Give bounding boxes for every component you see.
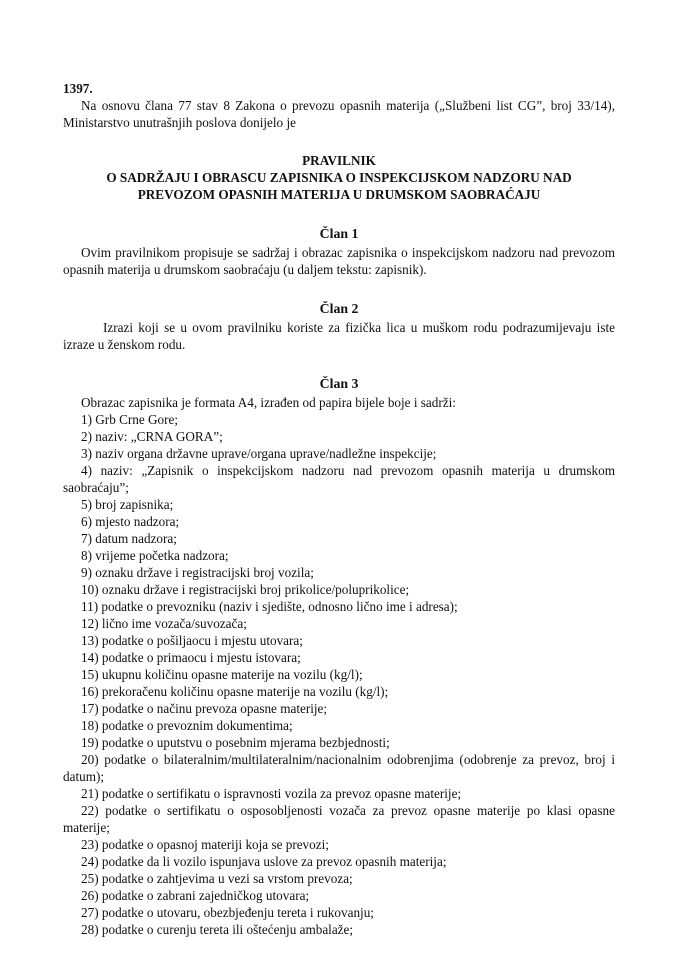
list-item: 6) mjesto nadzora; (81, 514, 180, 529)
title-line-3: PREVOZOM OPASNIH MATERIJA U DRUMSKOM SAOBRAĆAJU (137, 187, 541, 202)
list-item: 13) podatke o pošiljaocu i mjestu utovara; (81, 633, 303, 648)
list-item: 22) podatke o sertifikatu o osposobljenosti vozača za prevoz opasne materije po klasi opasne materije; (63, 803, 615, 835)
list-item: 24) podatke da li vozilo ispunjava uslove za prevoz opasnih materija; (81, 854, 447, 869)
list-item: 27) podatke o utovaru, obezbjeđenju tereta i rukovanju; (81, 905, 374, 920)
list-item: 12) lično ime vozača/suvozača; (81, 616, 247, 631)
list-item: 15) ukupnu količinu opasne materije na vozilu (kg/l); (81, 667, 363, 682)
list-item: 5) broj zapisnika; (81, 497, 174, 512)
list-item: 16) prekoračenu količinu opasne materije na vozilu (kg/l); (81, 684, 389, 699)
preamble: Na osnovu člana 77 stav 8 Zakona o prevozu opasnih materija („Službeni list CG”, broj 33/14), Ministarstvo unutrašnjih poslova donijelo je (63, 98, 615, 130)
list-item: 7) datum nadzora; (81, 531, 177, 546)
article-1-heading: Član 1 (319, 226, 359, 241)
list-item: 19) podatke o uputstvu o posebnim mjerama bezbjednosti; (81, 735, 390, 750)
document-content (63, 80, 615, 938)
title-line-1: PRAVILNIK (302, 153, 376, 168)
list-item: 28) podatke o curenju tereta ili oštećenju ambalaže; (81, 922, 354, 937)
list-item: 17) podatke o načinu prevoza opasne materije; (81, 701, 328, 716)
list-item: 4) naziv: „Zapisnik o inspekcijskom nadzoru nad prevozom opasnih materija u drumskom saobraćaju”; (63, 463, 615, 495)
list-item: 9) oznaku države i registracijski broj vozila; (81, 565, 314, 580)
list-item: 23) podatke o opasnoj materiji koja se prevozi; (81, 837, 329, 852)
article-3-text: Obrazac zapisnika je formata A4, izrađen od papira bijele boje i sadrži: (81, 395, 456, 410)
list-item: 10) oznaku države i registracijski broj prikolice/poluprikolice; (81, 582, 410, 597)
article-2-text: Izrazi koji se u ovom pravilniku koriste za fizička lica u muškom rodu podrazumijevaju iste izraze u ženskom rodu. (63, 320, 615, 352)
regulation-number: 1397. (63, 81, 93, 96)
list-item: 3) naziv organa državne uprave/organa uprave/nadležne inspekcije; (81, 446, 437, 461)
list-item: 14) podatke o primaocu i mjestu istovara; (81, 650, 301, 665)
list-item: 26) podatke o zabrani zajedničkog utovara; (81, 888, 310, 903)
list-item: 1) Grb Crne Gore; (81, 412, 179, 427)
list-item: 21) podatke o sertifikatu o ispravnosti vozila za prevoz opasne materije; (81, 786, 462, 801)
list-item: 11) podatke o prevozniku (naziv i sjedište, odnosno lično ime i adresa); (81, 599, 458, 614)
article-3-heading: Član 3 (319, 376, 359, 391)
document-title (63, 152, 615, 203)
article-2-heading: Član 2 (319, 301, 359, 316)
title-line-2: O SADRŽAJU I OBRASCU ZAPISNIKA O INSPEKCIJSKOM NADZORU NAD (106, 170, 572, 185)
content-list (63, 411, 615, 938)
list-item: 25) podatke o zahtjevima u vezi sa vrstom prevoza; (81, 871, 353, 886)
list-item: 18) podatke o prevoznim dokumentima; (81, 718, 293, 733)
list-item: 20) podatke o bilateralnim/multilateralnim/nacionalnim odobrenjima (odobrenje za prevoz, broj i datum); (63, 752, 615, 784)
list-item: 8) vrijeme početka nadzora; (81, 548, 229, 563)
list-item: 2) naziv: „CRNA GORA”; (81, 429, 223, 444)
article-1-text: Ovim pravilnikom propisuje se sadržaj i obrazac zapisnika o inspekcijskom nadzoru nad prevozom opasnih materija u drumskom saobraćaju (u daljem tekstu: zapisnik). (63, 245, 615, 277)
